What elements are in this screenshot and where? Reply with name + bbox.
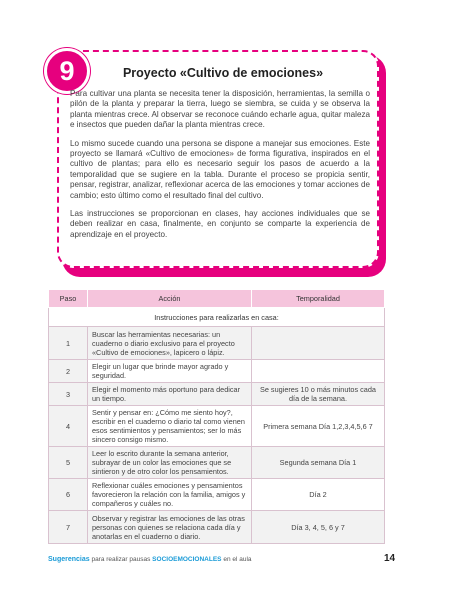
step-time: Primera semana Día 1,2,3,4,5,6 7 [252, 406, 385, 447]
step-action: Observar y registrar las emociones de las otras personas con quienes se relaciona cada día y anotarlas en el cuaderno o diario. [88, 511, 252, 544]
step-time [252, 327, 385, 360]
step-time: Se sugieres 10 o más minutos cada día de la semana. [252, 383, 385, 406]
step-action: Sentir y pensar en: ¿Cómo me siento hoy?, escribir en el cuaderno o diario tal como vienen esos sentimientos y pensamientos; ser lo más sincero consigo mismo. [88, 406, 252, 447]
table-row [49, 447, 385, 479]
table-header-row [49, 290, 385, 308]
table-row [49, 383, 385, 406]
paragraph: Lo mismo sucede cuando una persona se dispone a manejar sus emociones. Este proyecto se llamará «Cultivo de emociones» de forma figurativa, inspirados en el cultivo de plantas; para ello es necesario seguir los pasos de acuerdo a la temporalidad que se sugiere en la tabla. Durante el proceso se propicia sentir, pensar, registrar, analizar, reflexionar acerca de las emociones y tomar acciones de cambio; esto último como el resultado final del cultivo. [70, 138, 370, 200]
step-time: Día 3, 4, 5, 6 y 7 [252, 511, 385, 544]
step-action: Reflexionar cuáles emociones y pensamientos favorecieron la relación con la familia, amigos y compañeros y cuáles no. [88, 479, 252, 511]
steps-table [48, 289, 385, 544]
step-number: 3 [49, 383, 88, 406]
table-row [49, 327, 385, 360]
footer-brand-2: SOCIOEMOCIONALES [152, 556, 222, 563]
page-number: 14 [384, 553, 396, 564]
step-action: Buscar las herramientas necesarias: un cuaderno o diario exclusivo para el proyecto «Cultivo de emociones», lapicero o lápiz. [88, 327, 252, 360]
step-action: Elegir el momento más oportuno para dedicar un tiempo. [88, 383, 252, 406]
step-number: 5 [49, 447, 88, 479]
table-row [49, 479, 385, 511]
intro-paragraphs [70, 89, 370, 248]
step-time: Día 2 [252, 479, 385, 511]
step-number: 1 [49, 327, 88, 360]
paragraph: Las instrucciones se proporcionan en clases, hay acciones individuales que se deben realizar en casa, finalmente, en conjunto se comparte la experiencia de aprendizaje en el proyecto. [70, 209, 370, 239]
step-time: Segunda semana Día 1 [252, 447, 385, 479]
table-subheader-row [49, 308, 385, 327]
footer-brand: Sugerencias [48, 556, 90, 563]
step-number: 6 [49, 479, 88, 511]
step-action: Leer lo escrito durante la semana anterior, subrayar de un color las emociones que se sintieron y de otro color los pensamientos. [88, 447, 252, 479]
project-title: Proyecto «Cultivo de emociones» [122, 66, 324, 80]
column-header-time: Temporalidad [252, 290, 385, 308]
table-row [49, 406, 385, 447]
column-header-action: Acción [88, 290, 252, 308]
step-number: 4 [49, 406, 88, 447]
paragraph: Para cultivar una planta se necesita tener la disposición, herramientas, la semilla o pilón de la planta y preparar la tierra, luego se siembra, se cuida y se observa la planta mientras crece. Al observar se reconoce cuándo echarle agua, quitar maleza e insectos que pueden dañar la planta mientras crece. [70, 89, 370, 130]
table-subheader: Instrucciones para realizarlas en casa: [49, 308, 385, 327]
footer-end: en el aula [223, 556, 252, 563]
step-time [252, 360, 385, 383]
step-number: 7 [49, 511, 88, 544]
column-header-step: Paso [49, 290, 88, 308]
footer-middle: para realizar pausas [91, 556, 151, 563]
step-number: 2 [49, 360, 88, 383]
footer-credit [48, 556, 252, 563]
section-number-badge: 9 [44, 48, 90, 94]
table-row [49, 360, 385, 383]
step-action: Elegir un lugar que brinde mayor agrado y seguridad. [88, 360, 252, 383]
table-row [49, 511, 385, 544]
